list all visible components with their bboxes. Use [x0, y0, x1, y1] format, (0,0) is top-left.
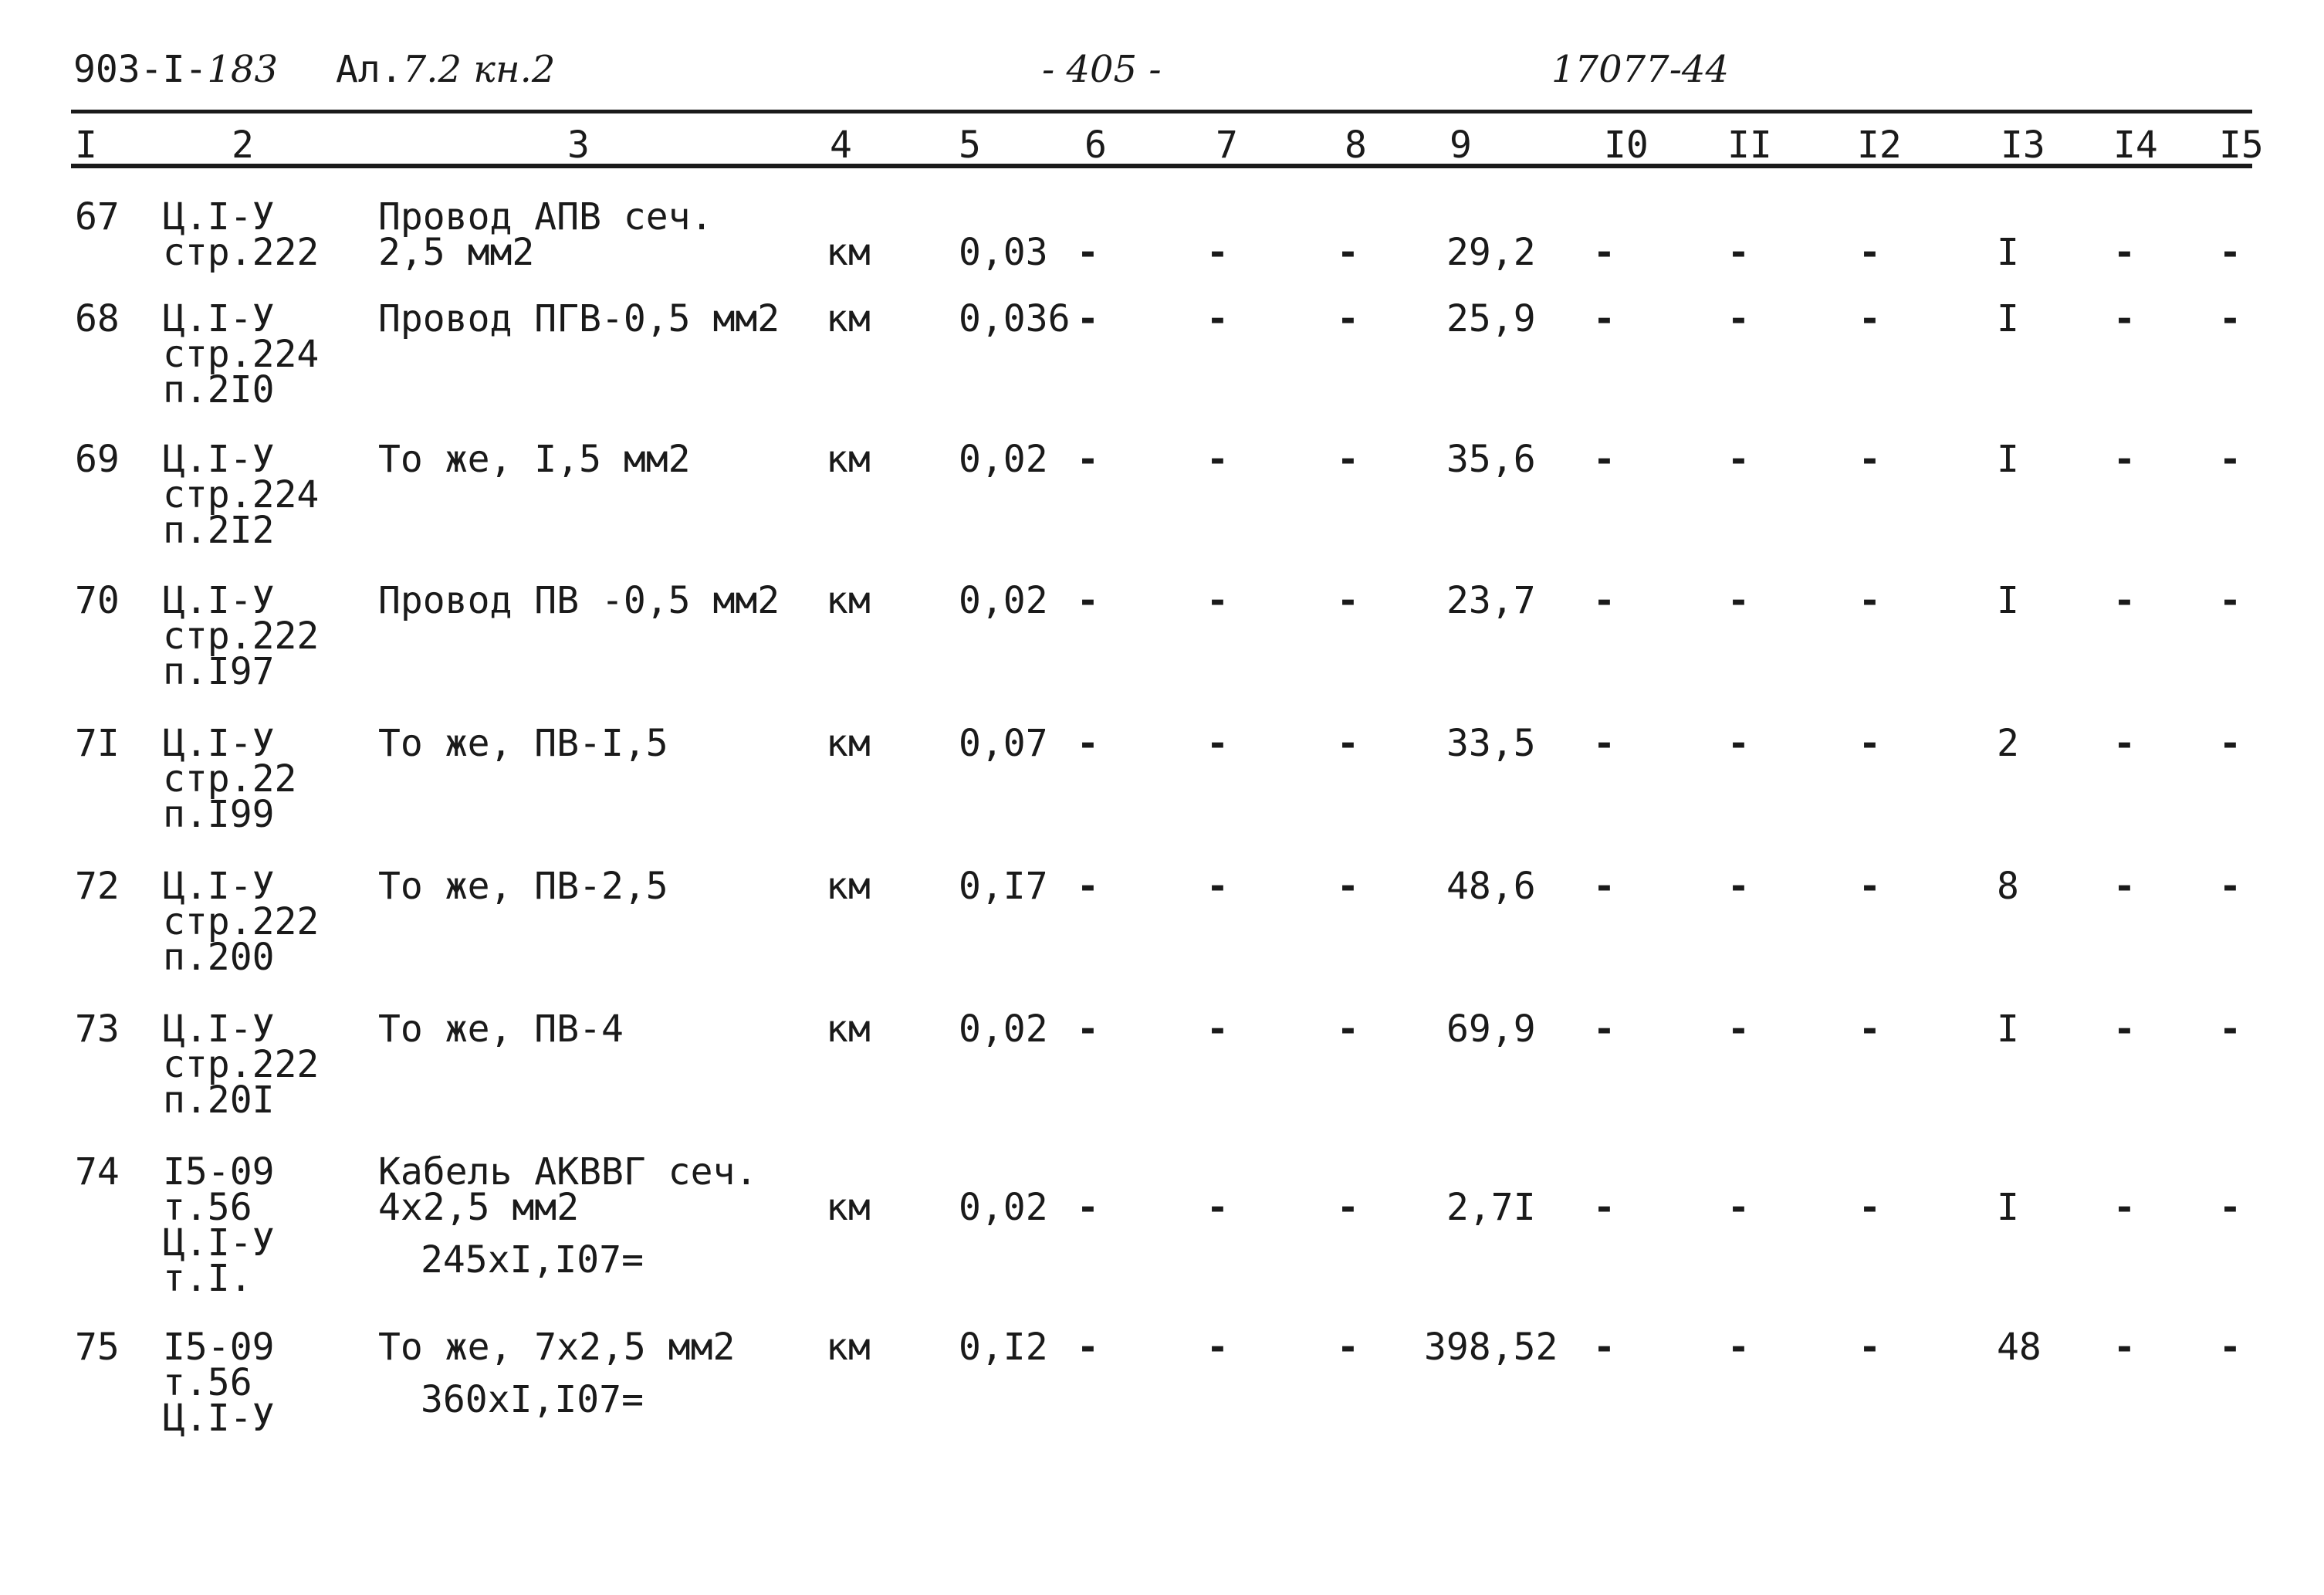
col14-value: -	[2113, 1186, 2136, 1229]
col7-value: -	[1206, 1326, 1229, 1369]
col-header-14: I4	[2113, 124, 2158, 167]
col6-value: -	[1077, 1186, 1099, 1229]
album-prefix: Ал.	[336, 48, 403, 91]
norm-reference: т.I.	[163, 1257, 252, 1300]
col-header-5: 5	[959, 124, 981, 167]
item-description: Провод ПГВ-0,5 мм2	[378, 297, 780, 340]
unit-of-measure: км	[826, 722, 871, 765]
col15-value: -	[2219, 297, 2241, 340]
norm-reference: п.I97	[163, 650, 275, 693]
col-header-6: 6	[1084, 124, 1107, 167]
project-code-printed: 903-I-	[73, 48, 208, 91]
col-header-4: 4	[830, 124, 852, 167]
col-header-11: II	[1727, 124, 1772, 167]
quantity: 0,07	[959, 722, 1048, 765]
unit-price: 69,9	[1446, 1007, 1536, 1051]
col14-value: -	[2113, 722, 2136, 765]
col7-value: -	[1206, 231, 1229, 274]
row-number: 68	[75, 297, 120, 340]
unit-price: 2,7I	[1446, 1186, 1536, 1229]
item-description: То же, I,5 мм2	[378, 438, 691, 481]
col15-value: -	[2219, 1326, 2241, 1369]
norm-reference: стр.224	[163, 473, 320, 516]
col12-value: -	[1859, 722, 1881, 765]
row-number: 75	[75, 1326, 120, 1369]
unit-of-measure: км	[826, 1326, 871, 1369]
col11-value: -	[1727, 579, 1750, 622]
col-header-9: 9	[1450, 124, 1472, 167]
col11-value: -	[1727, 1186, 1750, 1229]
norm-reference: Ц.I-У	[163, 865, 275, 908]
col13-value: I	[1997, 297, 2019, 340]
price-calculation: 245хI,I07=	[421, 1238, 644, 1282]
col8-value: -	[1337, 297, 1359, 340]
norm-reference: Ц.I-У	[163, 1007, 275, 1051]
col-header-7: 7	[1216, 124, 1238, 167]
col13-value: I	[1997, 438, 2019, 481]
header-top-rule	[71, 110, 2252, 113]
project-code	[73, 48, 278, 91]
project-code-handwritten: 183	[207, 48, 279, 91]
col13-value: 48	[1997, 1326, 2042, 1369]
col7-value: -	[1206, 438, 1229, 481]
col7-value: -	[1206, 297, 1229, 340]
norm-reference: п.20I	[163, 1079, 275, 1122]
col10-value: -	[1593, 231, 1615, 274]
col-header-3: 3	[567, 124, 590, 167]
row-number: 73	[75, 1007, 120, 1051]
col6-value: -	[1077, 297, 1099, 340]
col15-value: -	[2219, 865, 2241, 908]
col14-value: -	[2113, 865, 2136, 908]
quantity: 0,02	[959, 438, 1048, 481]
col14-value: -	[2113, 231, 2136, 274]
col13-value: I	[1997, 231, 2019, 274]
col13-value: 2	[1997, 722, 2019, 765]
col15-value: -	[2219, 231, 2241, 274]
col8-value: -	[1337, 722, 1359, 765]
col10-value: -	[1593, 438, 1615, 481]
norm-reference: п.2I2	[163, 509, 275, 552]
col13-value: I	[1997, 1186, 2019, 1229]
unit-price: 25,9	[1446, 297, 1536, 340]
col11-value: -	[1727, 1007, 1750, 1051]
col8-value: -	[1337, 1186, 1359, 1229]
col7-value: -	[1206, 865, 1229, 908]
norm-reference: Ц.I-У	[163, 579, 275, 622]
col13-value: 8	[1997, 865, 2019, 908]
col8-value: -	[1337, 438, 1359, 481]
col6-value: -	[1077, 722, 1099, 765]
item-description: То же, ПВ-I,5	[378, 722, 668, 765]
norm-reference: Ц.I-У	[163, 1397, 275, 1440]
col11-value: -	[1727, 438, 1750, 481]
col-header-13: I3	[2001, 124, 2045, 167]
norm-reference: Ц.I-У	[163, 297, 275, 340]
row-number: 7I	[75, 722, 120, 765]
row-number: 74	[75, 1150, 120, 1194]
unit-price: 29,2	[1446, 231, 1536, 274]
unit-price: 23,7	[1446, 579, 1536, 622]
item-description: Провод АПВ сеч.	[378, 195, 713, 239]
row-number: 67	[75, 195, 120, 239]
col7-value: -	[1206, 722, 1229, 765]
item-description: 4х2,5 мм2	[378, 1186, 580, 1229]
col10-value: -	[1593, 1186, 1615, 1229]
col8-value: -	[1337, 231, 1359, 274]
col6-value: -	[1077, 231, 1099, 274]
document-number: 17077-44	[1551, 48, 1729, 91]
col11-value: -	[1727, 865, 1750, 908]
norm-reference: стр.222	[163, 900, 320, 943]
col10-value: -	[1593, 1007, 1615, 1051]
col-header-15: I5	[2219, 124, 2264, 167]
col-header-2: 2	[232, 124, 254, 167]
norm-reference: п.I99	[163, 793, 275, 836]
col10-value: -	[1593, 865, 1615, 908]
col-header-12: I2	[1857, 124, 1902, 167]
col12-value: -	[1859, 1186, 1881, 1229]
item-description: Кабель АКВВГ сеч.	[378, 1150, 758, 1194]
col15-value: -	[2219, 1186, 2241, 1229]
col6-value: -	[1077, 579, 1099, 622]
unit-of-measure: км	[826, 579, 871, 622]
col14-value: -	[2113, 579, 2136, 622]
row-number: 70	[75, 579, 120, 622]
quantity: 0,02	[959, 1007, 1048, 1051]
quantity: 0,03	[959, 231, 1048, 274]
row-number: 69	[75, 438, 120, 481]
row-number: 72	[75, 865, 120, 908]
col7-value: -	[1206, 1007, 1229, 1051]
norm-reference: стр.222	[163, 231, 320, 274]
norm-reference: I5-09	[163, 1326, 275, 1369]
norm-reference: I5-09	[163, 1150, 275, 1194]
col15-value: -	[2219, 1007, 2241, 1051]
norm-reference: стр.222	[163, 615, 320, 658]
price-calculation: 360хI,I07=	[421, 1378, 644, 1421]
quantity: 0,I7	[959, 865, 1048, 908]
col12-value: -	[1859, 865, 1881, 908]
header-bottom-rule	[71, 164, 2252, 168]
col6-value: -	[1077, 1007, 1099, 1051]
norm-reference: стр.224	[163, 333, 320, 376]
col7-value: -	[1206, 1186, 1229, 1229]
col11-value: -	[1727, 231, 1750, 274]
norm-reference: стр.222	[163, 1043, 320, 1086]
col11-value: -	[1727, 1326, 1750, 1369]
unit-of-measure: км	[826, 438, 871, 481]
col6-value: -	[1077, 1326, 1099, 1369]
quantity: 0,02	[959, 579, 1048, 622]
col14-value: -	[2113, 438, 2136, 481]
norm-reference: п.200	[163, 936, 275, 979]
norm-reference: Ц.I-У	[163, 438, 275, 481]
norm-reference: Ц.I-У	[163, 722, 275, 765]
col10-value: -	[1593, 1326, 1615, 1369]
item-description: То же, ПВ-2,5	[378, 865, 668, 908]
col11-value: -	[1727, 297, 1750, 340]
quantity: 0,I2	[959, 1326, 1048, 1369]
unit-of-measure: км	[826, 1007, 871, 1051]
col6-value: -	[1077, 865, 1099, 908]
col-header-10: I0	[1604, 124, 1649, 167]
col12-value: -	[1859, 297, 1881, 340]
quantity: 0,02	[959, 1186, 1048, 1229]
unit-price: 33,5	[1446, 722, 1536, 765]
col10-value: -	[1593, 722, 1615, 765]
item-description: 2,5 мм2	[378, 231, 535, 274]
col10-value: -	[1593, 297, 1615, 340]
item-description: То же, 7х2,5 мм2	[378, 1326, 736, 1369]
col12-value: -	[1859, 1326, 1881, 1369]
unit-of-measure: км	[826, 297, 871, 340]
col11-value: -	[1727, 722, 1750, 765]
unit-of-measure: км	[826, 231, 871, 274]
album-handwritten: 7.2 кн.2	[402, 48, 556, 91]
norm-reference: т.56	[163, 1186, 252, 1229]
unit-price: 398,52	[1424, 1326, 1558, 1369]
col13-value: I	[1997, 579, 2019, 622]
col14-value: -	[2113, 1007, 2136, 1051]
item-description: То же, ПВ-4	[378, 1007, 624, 1051]
col6-value: -	[1077, 438, 1099, 481]
col-header-8: 8	[1345, 124, 1367, 167]
col8-value: -	[1337, 1007, 1359, 1051]
col13-value: I	[1997, 1007, 2019, 1051]
unit-price: 48,6	[1446, 865, 1536, 908]
norm-reference: т.56	[163, 1361, 252, 1404]
page-number: - 405 -	[1042, 48, 1162, 91]
col12-value: -	[1859, 438, 1881, 481]
col8-value: -	[1337, 865, 1359, 908]
col12-value: -	[1859, 1007, 1881, 1051]
col-header-1: I	[75, 124, 97, 167]
norm-reference: Ц.I-У	[163, 1221, 275, 1265]
col15-value: -	[2219, 438, 2241, 481]
col12-value: -	[1859, 231, 1881, 274]
col8-value: -	[1337, 1326, 1359, 1369]
norm-reference: Ц.I-У	[163, 195, 275, 239]
album-label	[336, 48, 555, 91]
quantity: 0,036	[959, 297, 1071, 340]
col10-value: -	[1593, 579, 1615, 622]
norm-reference: п.2I0	[163, 368, 275, 411]
col7-value: -	[1206, 579, 1229, 622]
col15-value: -	[2219, 722, 2241, 765]
col14-value: -	[2113, 1326, 2136, 1369]
col8-value: -	[1337, 579, 1359, 622]
col15-value: -	[2219, 579, 2241, 622]
unit-of-measure: км	[826, 1186, 871, 1229]
unit-price: 35,6	[1446, 438, 1536, 481]
col14-value: -	[2113, 297, 2136, 340]
item-description: Провод ПВ -0,5 мм2	[378, 579, 780, 622]
unit-of-measure: км	[826, 865, 871, 908]
col12-value: -	[1859, 579, 1881, 622]
norm-reference: стр.22	[163, 757, 297, 801]
